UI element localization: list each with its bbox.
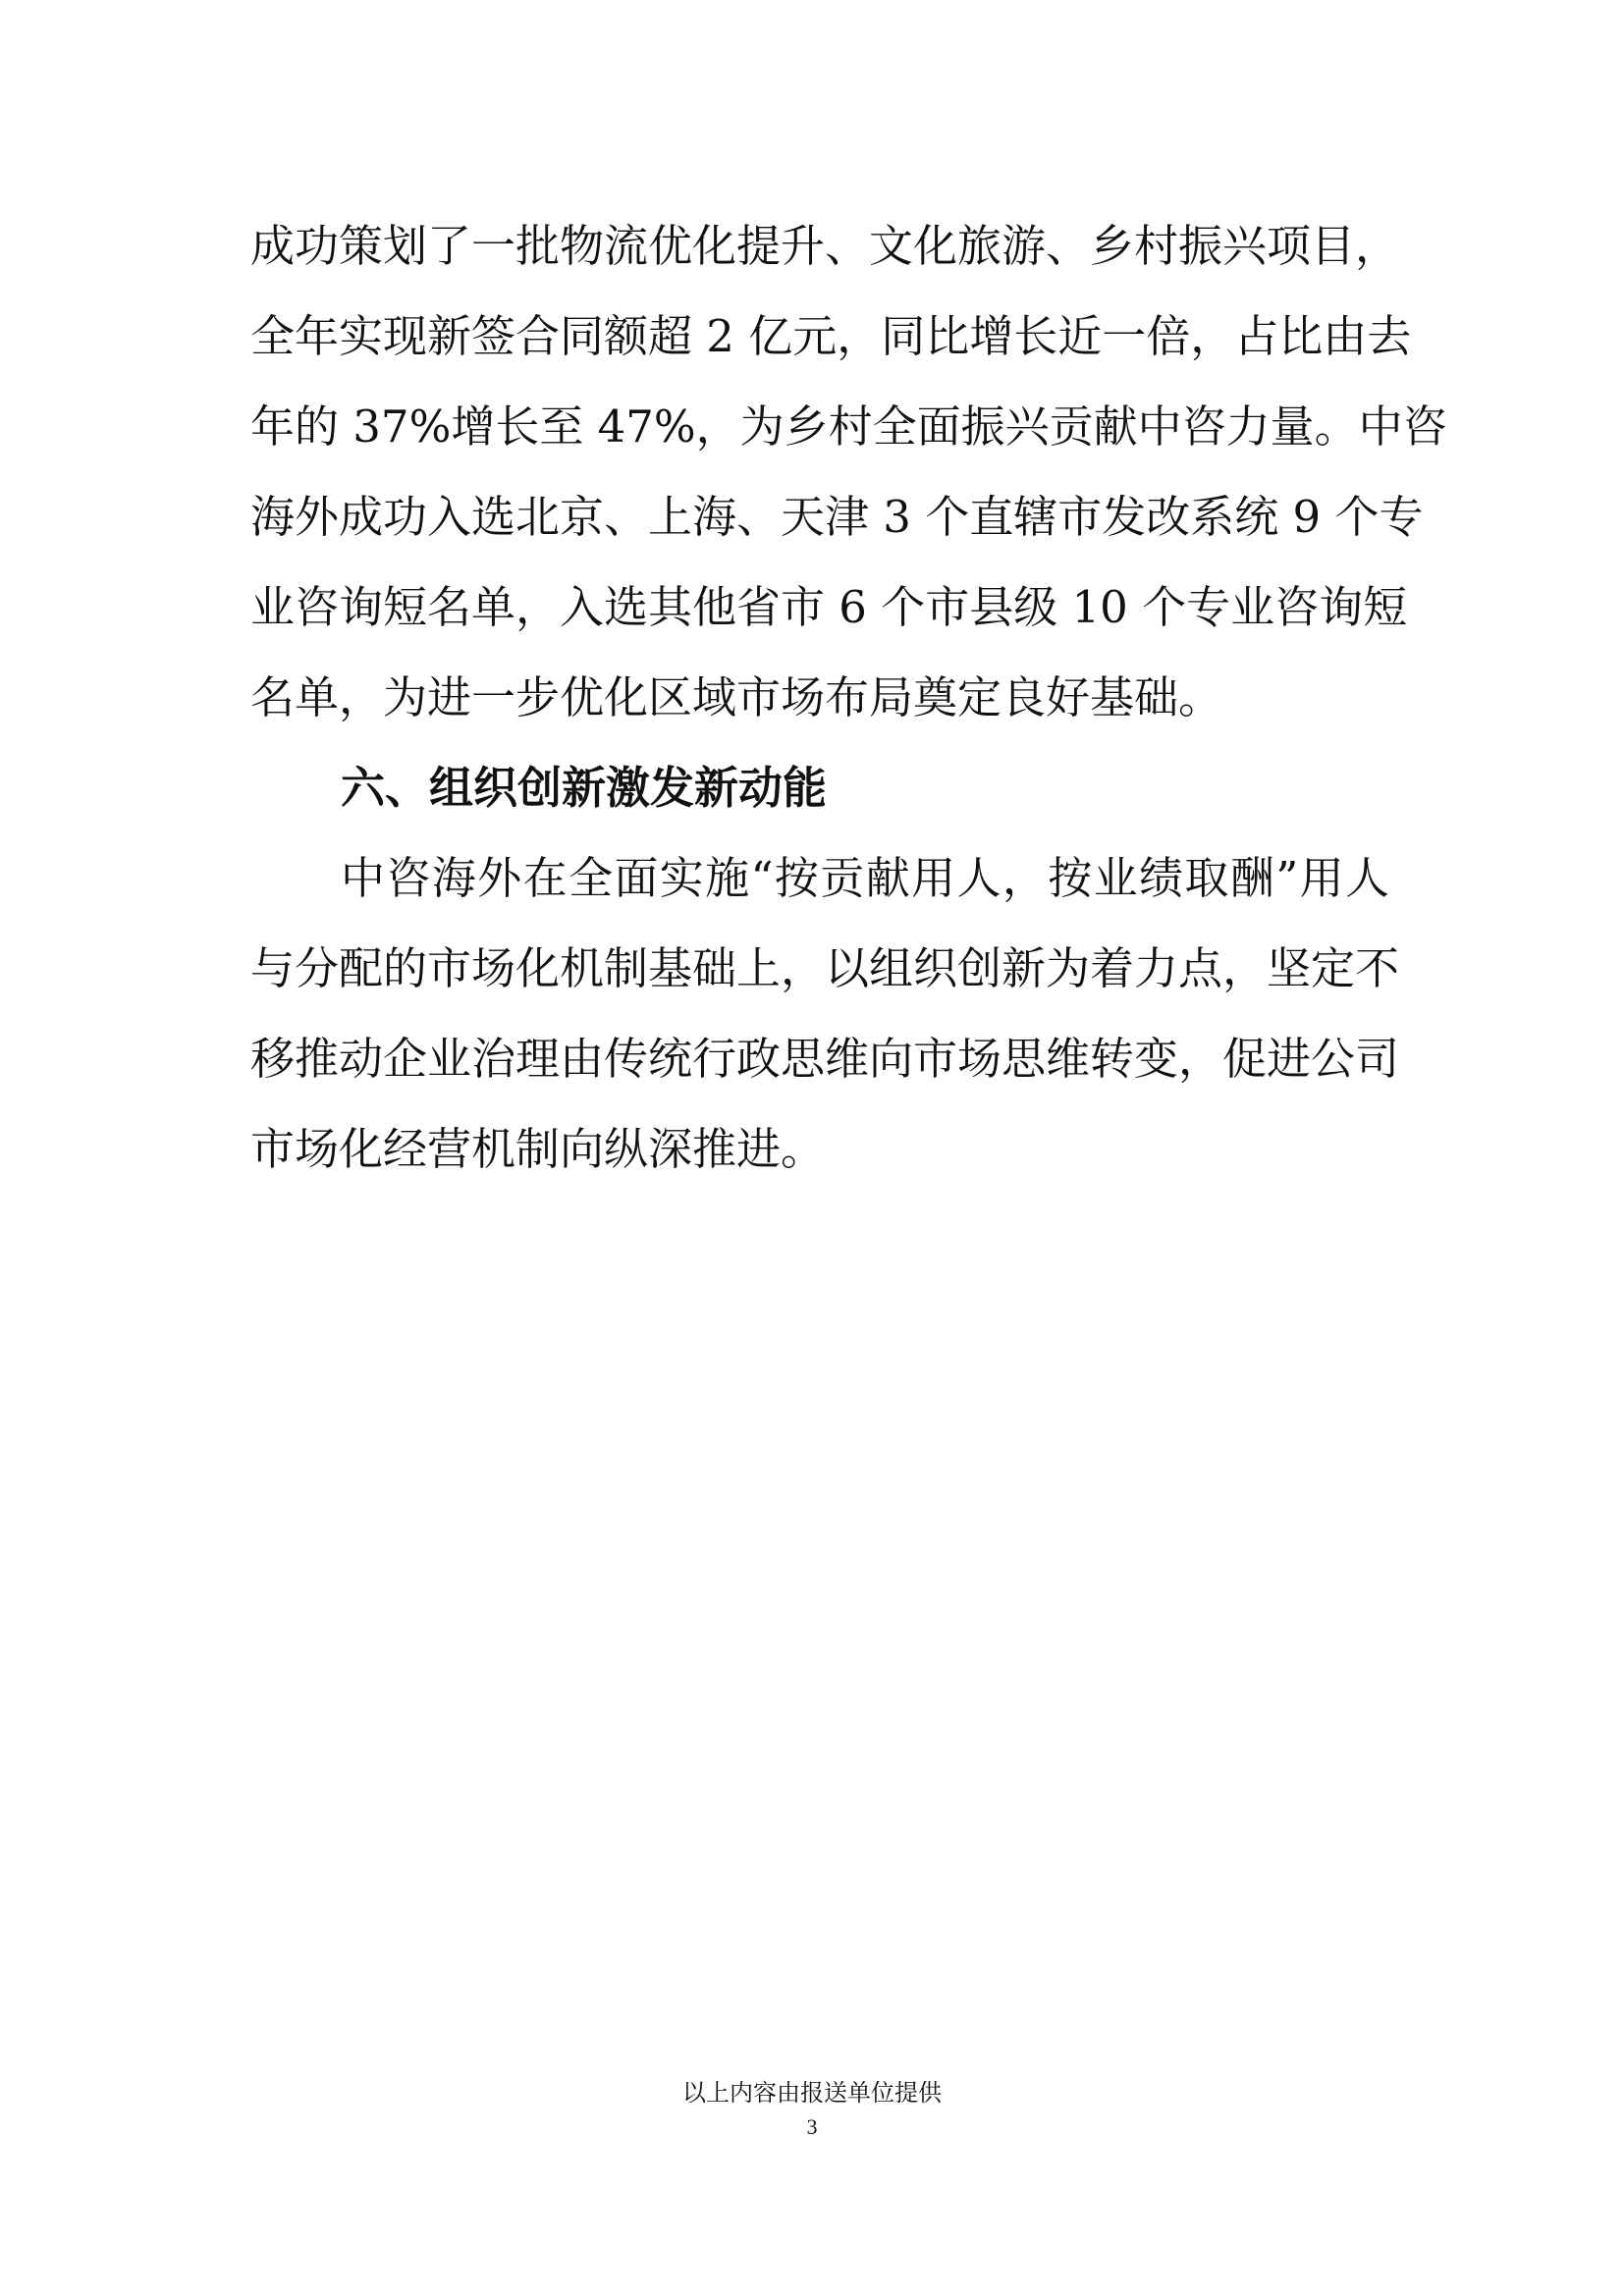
- paragraph-line: 市场化经营机制向纵深推进。: [250, 1123, 826, 1175]
- section-heading: 六、组织创新激发新动能: [341, 762, 828, 814]
- paragraph-line: 年的 37%增长至 47%，为乡村全面振兴贡献中咨力量。中咨: [250, 400, 1447, 453]
- document-body: [250, 201, 1447, 1195]
- paragraph-line: 成功策划了一批物流优化提升、文化旅游、乡村振兴项目，: [250, 220, 1400, 272]
- paragraph-line: 与分配的市场化机制基础上，以组织创新为着力点，坚定不: [250, 942, 1400, 994]
- paragraph-line: 业咨询短名单，入选其他省市 6 个市县级 10 个专业咨询短: [250, 581, 1408, 633]
- source-note: 以上内容由报送单位提供: [682, 2079, 942, 2107]
- paragraph-line: 移推动企业治理由传统行政思维向市场思维转变，促进公司: [250, 1033, 1400, 1085]
- paragraph-line: 全年实现新签合同额超 2 亿元，同比增长近一倍，占比由去: [250, 310, 1412, 362]
- paragraph-line: 名单，为进一步优化区域市场布局奠定良好基础。: [250, 671, 1223, 723]
- paragraph-line: 中咨海外在全面实施“按贡献用人，按业绩取酬”用人: [341, 852, 1389, 904]
- page-number: 3: [806, 2114, 818, 2139]
- paragraph-line: 海外成功入选北京、上海、天津 3 个直辖市发改系统 9 个专: [250, 491, 1424, 543]
